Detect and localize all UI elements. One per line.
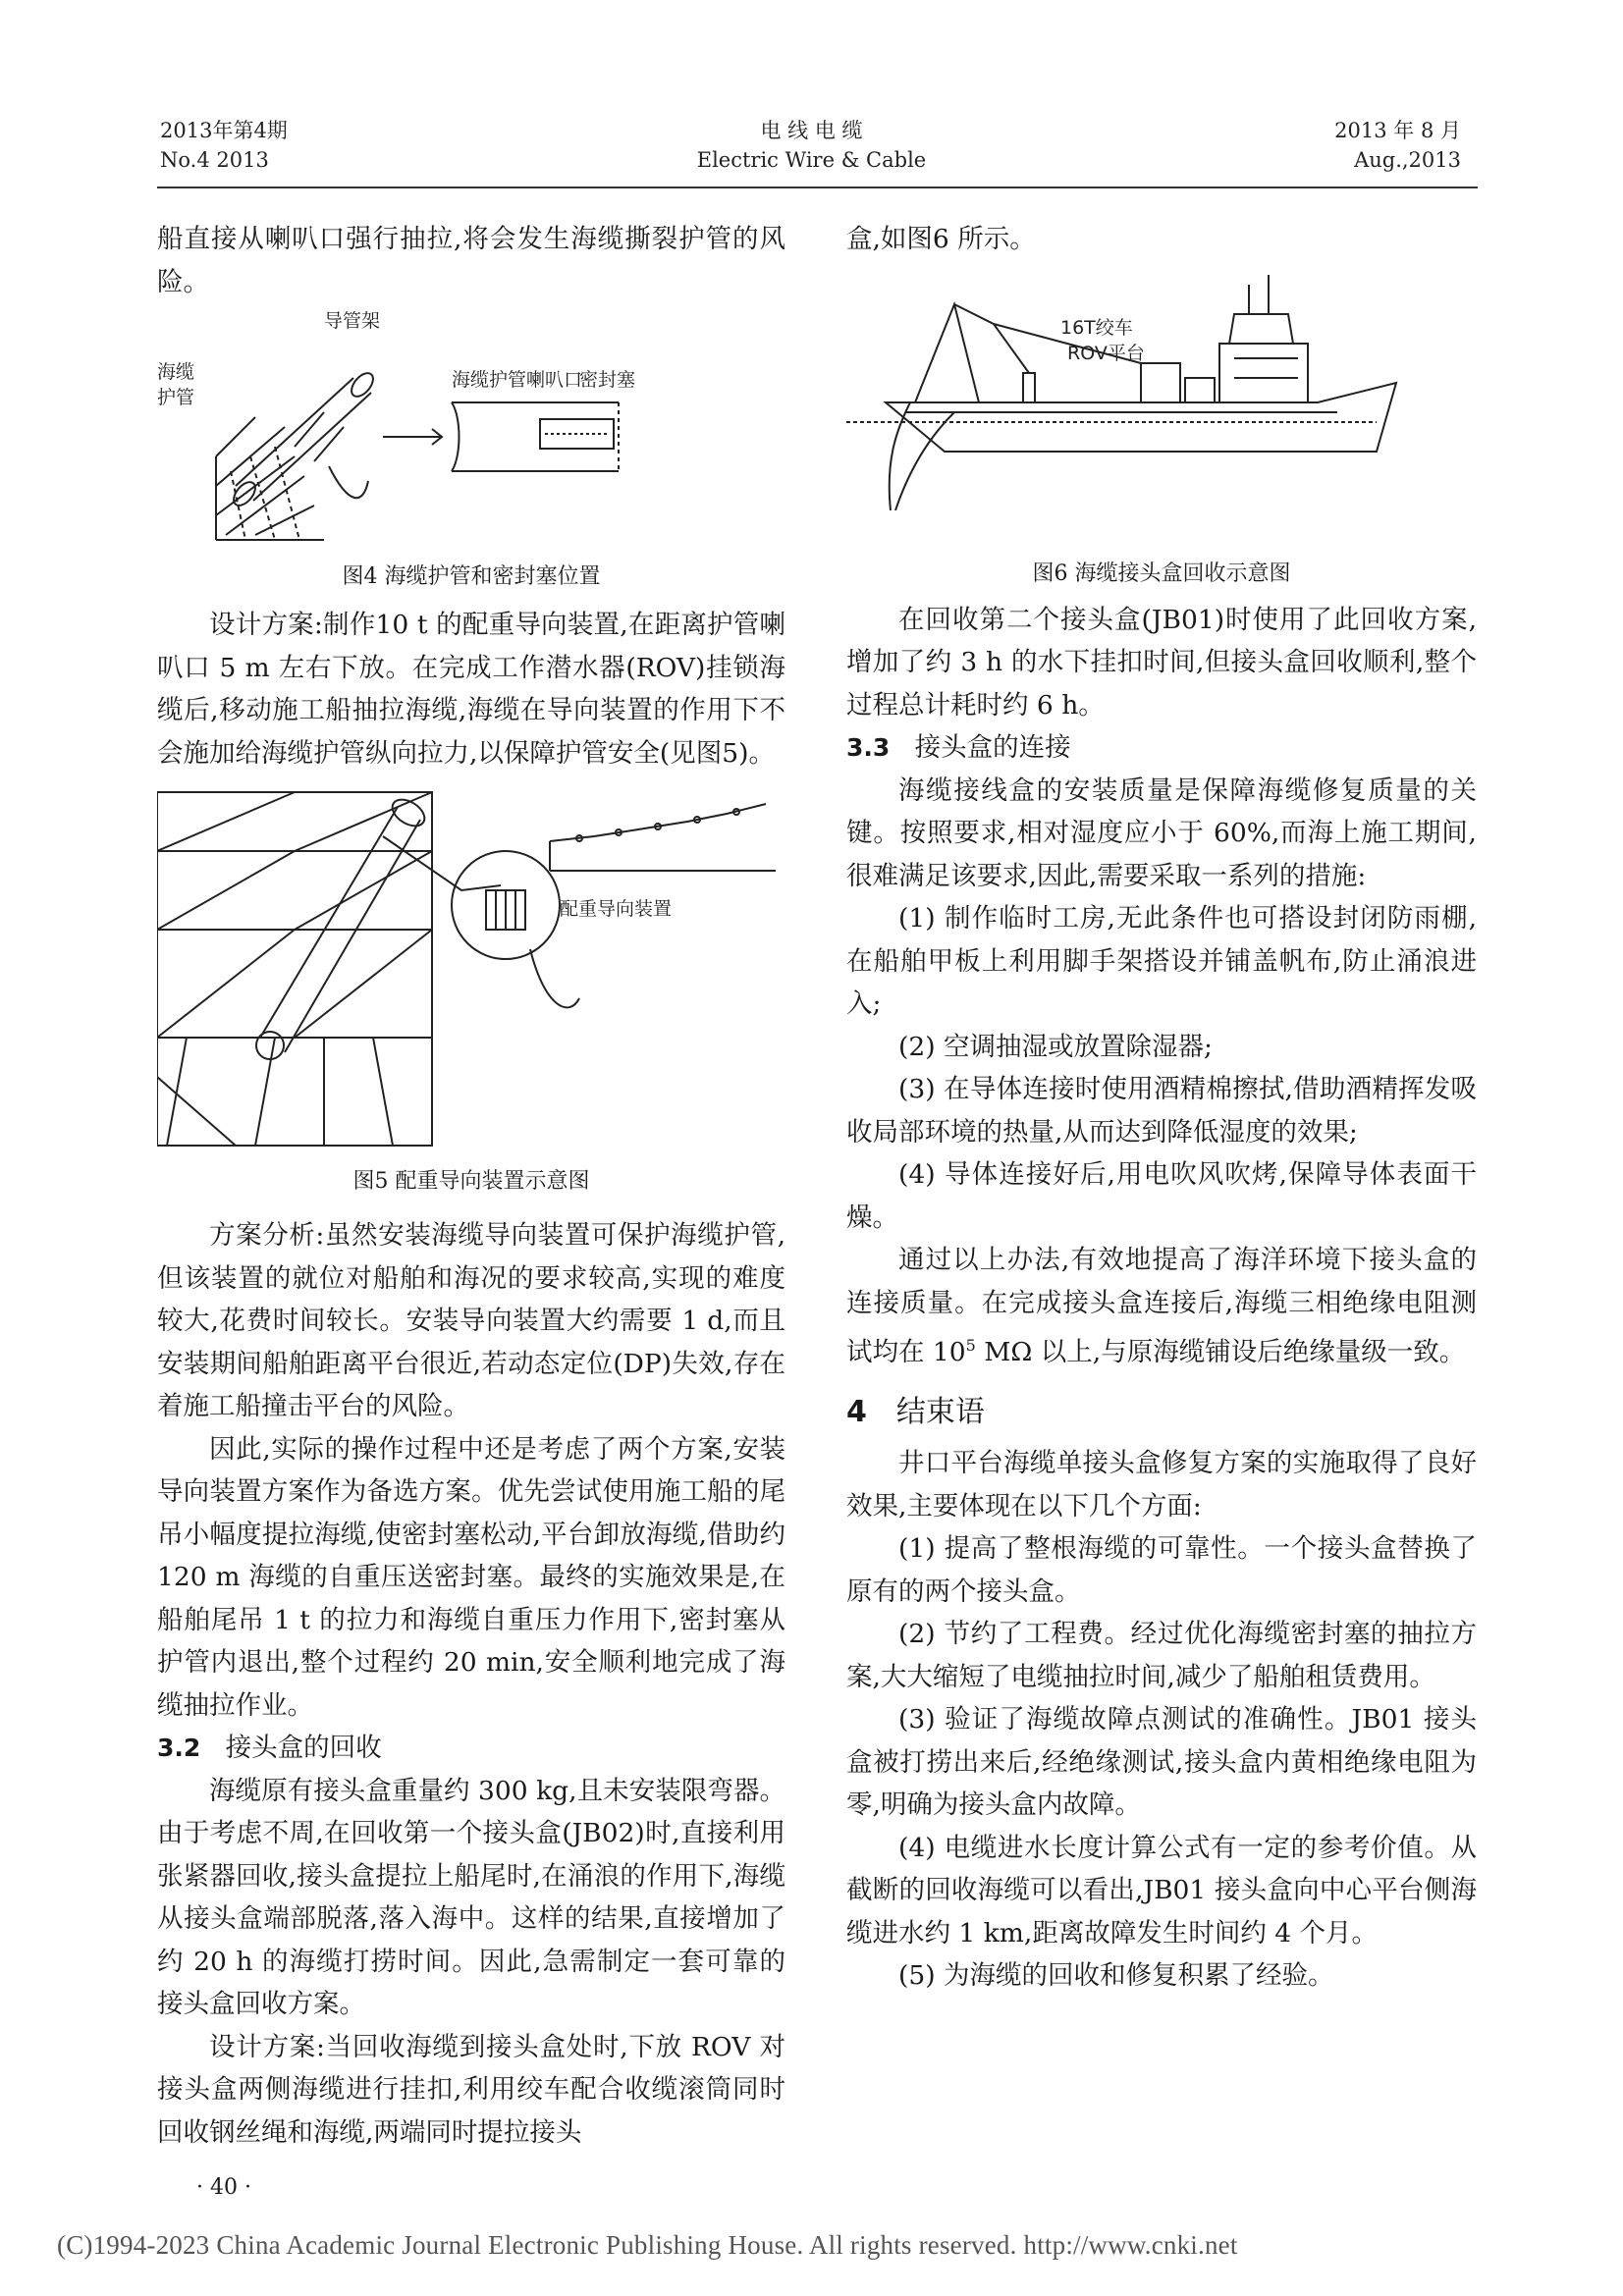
fig6-label-rov: ROV平台 (1067, 342, 1145, 364)
page-number: · 40 · (196, 2175, 251, 2200)
section-number: 4 (846, 1395, 867, 1430)
figure-5-caption: 图5 配重导向装置示意图 (352, 1169, 590, 1194)
list-item: (5) 为海缆的回收和修复积累了经验。 (898, 1960, 1334, 1992)
fig4-label-mouth: 海缆护管喇叭口 (452, 369, 583, 391)
fig5-label-device: 配重导向装置 (560, 898, 673, 920)
fig4-label-tube2: 护管 (157, 387, 195, 408)
header-journal-en: Electric Wire & Cable (696, 148, 927, 172)
header-issue-cn: 2013年第4期 (160, 119, 288, 142)
figure-6-caption: 图6 海缆接头盒回收示意图 (1032, 561, 1291, 586)
list-item: (3) 在导体连接时使用酒精棉擦拭,借助酒精挥发吸收局部环境的热量,从而达到降低湿度的效果; (846, 1074, 1477, 1148)
header-date-cn: 2013 年 8 月 (1334, 119, 1461, 142)
superscript: 5 (965, 1336, 976, 1355)
section-number: 3.2 (157, 1734, 201, 1762)
paragraph: 井口平台海缆单接头盒修复方案的实施取得了良好效果,主要体现在以下几个方面: (846, 1448, 1477, 1522)
paragraph: 海缆接线盒的安装质量是保障海缆修复质量的关键。按照要求,相对湿度应小于 60%,而海上施工期间,很难满足该要求,因此,需要采取一系列的措施: (846, 774, 1477, 891)
list-item: (1) 制作临时工房,无此条件也可搭设封闭防雨棚,在船舶甲板上利用脚手架搭设并铺盖帆布,防止涌浪进入; (846, 903, 1477, 1019)
paragraph: 方案分析:虽然安装海缆导向装置可保护海缆护管,但该装置的就位对船舶和海况的要求较高,实现的难度较大,花费时间较长。安装导向装置大约需要 1 d,而且安装期间船舶距离平台很近,若动态定位(DP)失效,存在着施工船撞击平台的风险。 (157, 1220, 785, 1421)
paragraph: 海缆原有接头盒重量约 300 kg,且未安装限弯器。由于考虑不周,在回收第一个接头盒(JB02)时,直接利用张紧器回收,接头盒提拉上船尾时,在涌浪的作用下,海缆从接头盒端部脱落,落入海中。这样的结果,直接增加了约 20 h 的海缆打捞时间。因此,急需制定一套可靠的接头盒回收方案。 (157, 1775, 785, 2019)
figure-6-drawing (846, 265, 1477, 510)
fig6-label-winch: 16T绞车 (1060, 316, 1133, 339)
paragraph: 盒,如图6 所示。 (846, 224, 1036, 254)
header-rule (157, 187, 1478, 188)
figure-6 (846, 265, 1477, 599)
paragraph: 设计方案:当回收海缆到接头盒处时,下放 ROV 对接头盒两侧海缆进行挂扣,利用绞车配合收缆滚筒同时回收钢丝绳和海缆,两端同时提拉接头 (157, 2031, 785, 2148)
copyright-footer: (C)1994-2023 China Academic Journal Electronic Publishing House. All rights reserved. http://www.cnki.net (57, 2230, 1238, 2260)
list-item: (4) 导体连接好后,用电吹风吹烤,保障导体表面干燥。 (846, 1159, 1477, 1233)
figure-4-caption: 图4 海缆护管和密封塞位置 (342, 564, 601, 589)
list-item: (2) 空调抽湿或放置除湿器; (898, 1031, 1213, 1062)
fig4-label-tube1: 海缆 (157, 361, 195, 383)
left-column (157, 218, 785, 2154)
paragraph (846, 1239, 1477, 1373)
right-column (846, 218, 1477, 1998)
figure-4 (157, 309, 785, 604)
text-run: MΩ 以上,与原海缆铺设后绝缘量级一致。 (975, 1336, 1466, 1367)
header-date-en: Aug.,2013 (1354, 148, 1461, 172)
header-issue-en: No.4 2013 (160, 148, 269, 172)
list-item: (4) 电缆进水长度计算公式有一定的参考价值。从截断的回收海缆可以看出,JB01 接头盒向中心平台侧海缆进水约 1 km,距离故障发生时间约 4 个月。 (846, 1832, 1477, 1949)
paragraph: 因此,实际的操作过程中还是考虑了两个方案,安装导向装置方案作为备选方案。优先尝试使用施工船的尾吊小幅度提拉海缆,使密封塞松动,平台卸放海缆,借助约 120 m 海缆的自重压送密封塞。最终的实施效果是,在船舶尾吊 1 t 的拉力和海缆自重压力作用下,密封塞从护管内退出,整个过程约 20 min,安全顺利地完成了海缆抽拉作业。 (157, 1433, 785, 1721)
figure-5-drawing (157, 782, 785, 1155)
figure-5 (157, 782, 785, 1214)
fig4-label-guide: 导管架 (324, 310, 381, 332)
list-item: (2) 节约了工程费。经过优化海缆密封塞的抽拉方案,大大缩短了电缆抽拉时间,减少了船舶租赁费用。 (846, 1619, 1477, 1692)
list-item: (1) 提高了整根海缆的可靠性。一个接头盒替换了原有的两个接头盒。 (846, 1533, 1477, 1607)
paragraph: 设计方案:制作10 t 的配重导向装置,在距离护管喇叭口 5 m 左右下放。在完成工作潜水器(ROV)挂锁海缆后,移动施工船抽拉海缆,海缆在导向装置的作用下不会施加给海缆护管纵向拉力,以保障护管安全(见图5)。 (157, 610, 785, 769)
text-run: 通过以上办法,有效地提高了海洋环境下接头盒的连接质量。在完成接头盒连接后,海缆三相绝缘电阻测试均在 10 (846, 1245, 1477, 1367)
section-title: 结束语 (895, 1395, 985, 1430)
section-3-2-heading (157, 1727, 785, 1770)
section-4-heading (846, 1391, 1477, 1434)
fig4-label-plug: 密封塞 (579, 369, 636, 391)
section-title: 接头盒的连接 (914, 732, 1071, 763)
section-title: 接头盒的回收 (225, 1733, 382, 1763)
section-number: 3.3 (846, 733, 891, 762)
list-item: (3) 验证了海缆故障点测试的准确性。JB01 接头盒被打捞出来后,经绝缘测试,接头盒内黄相绝缘电阻为零,明确为接头盒内故障。 (846, 1704, 1477, 1821)
section-3-3-heading (846, 726, 1477, 770)
header-date (1334, 116, 1461, 175)
paragraph: 船直接从喇叭口强行抽拉,将会发生海缆撕裂护管的风险。 (157, 224, 785, 297)
header-journal-cn: 电 线 电 缆 (760, 119, 863, 142)
paragraph: 在回收第二个接头盒(JB01)时使用了此回收方案,增加了约 3 h 的水下挂扣时间,但接头盒回收顺利,整个过程总计耗时约 6 h。 (846, 604, 1477, 721)
figure-4-drawing (157, 309, 785, 555)
